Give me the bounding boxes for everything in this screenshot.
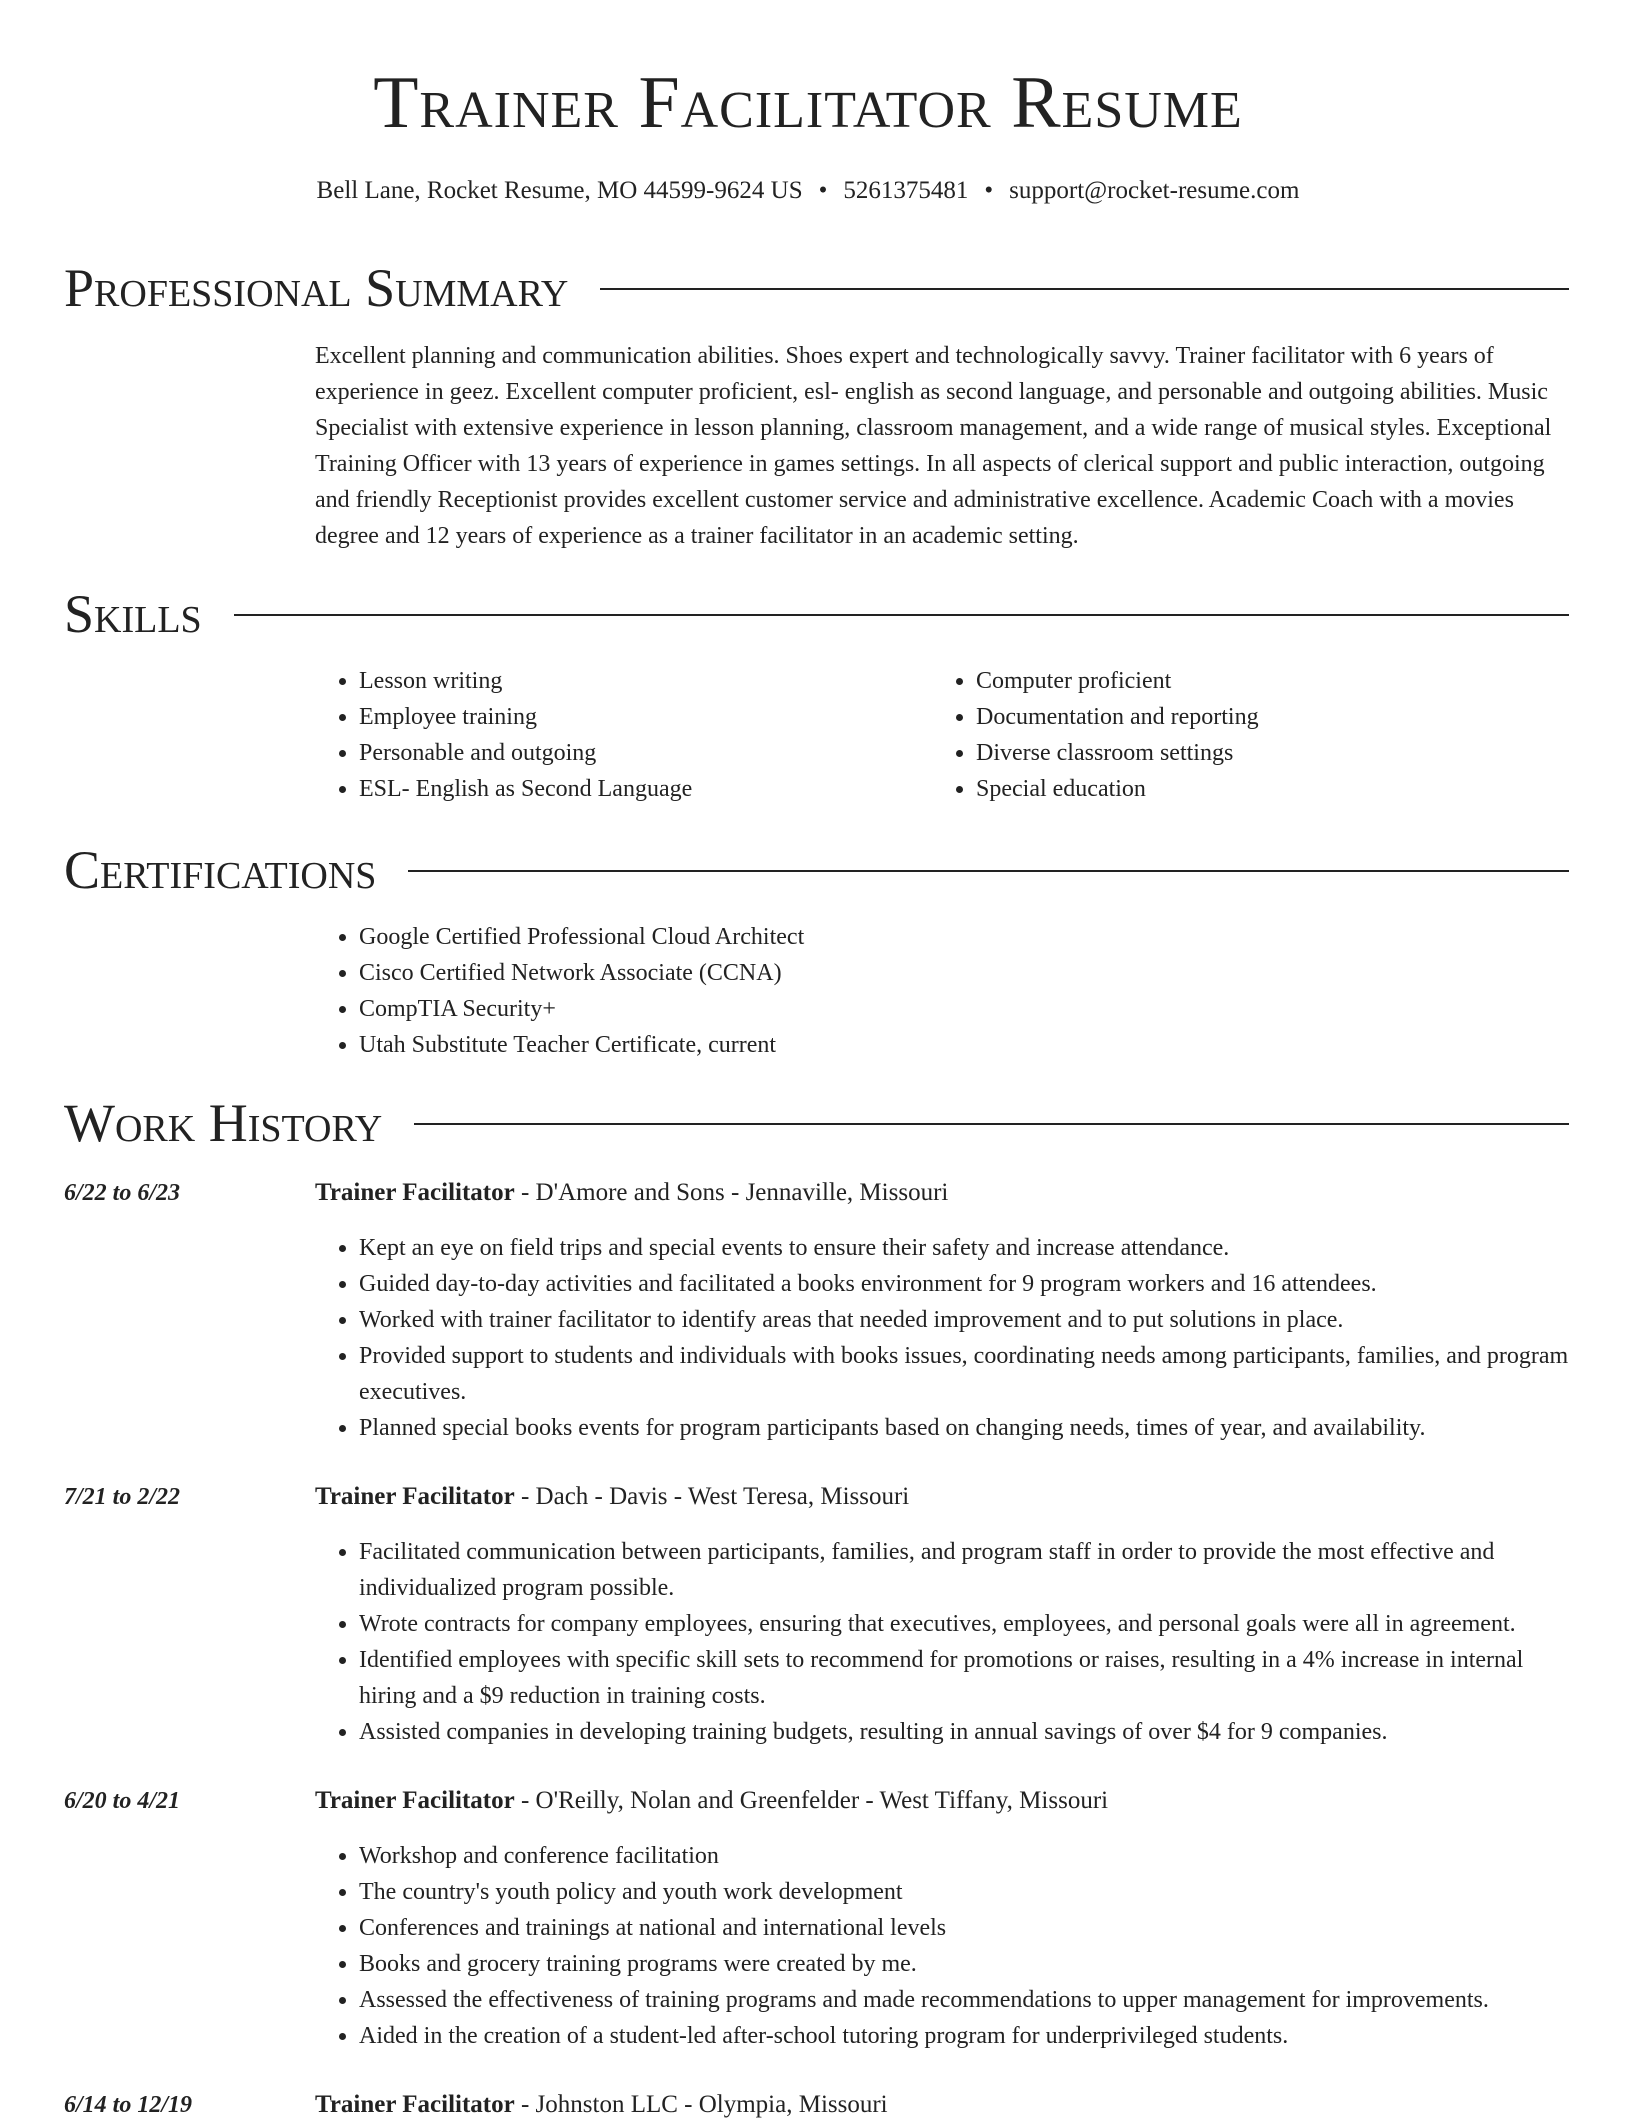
job-bullet: • Planned special books events for program participants based on changing needs, times of year, and availability. [359,1410,1573,1446]
skill-item: • Documentation and reporting [976,699,1532,735]
job-dates: 6/20 to 4/21 [64,1788,181,1814]
contact-separator: • [818,177,828,204]
job-employer-location: - Dach - Davis - West Teresa, Missouri [514,1483,910,1510]
skill-item: • Computer proficient [976,663,1532,699]
skill-item: • Lesson writing [359,663,915,699]
job-heading [315,1783,1573,1819]
job-bullets [315,1534,1573,1750]
summary-heading: Professional Summary [64,258,569,318]
contact-address: Bell Lane, Rocket Resume, MO 44599-9624 US [316,177,803,204]
certification-item: • Google Certified Professional Cloud Architect [359,919,1573,955]
job-bullet: • Kept an eye on field trips and special events to ensure their safety and increase attendance. [359,1230,1573,1266]
skills-column-left [315,663,915,807]
contact-separator: • [984,177,994,204]
skills-column-right [932,663,1532,807]
job-dates: 6/22 to 6/23 [64,1180,181,1206]
resume-title: Trainer Facilitator Resume [373,62,1243,144]
skill-item: • Diverse classroom settings [976,735,1532,771]
work-history-section-header [64,1087,1569,1159]
contact-phone: 5261375481 [843,177,969,204]
skill-item: • Personable and outgoing [359,735,915,771]
job-bullet: • Workshop and conference facilitation [359,1838,1573,1874]
section-divider [600,288,1569,290]
job-title: Trainer Facilitator [315,1179,515,1206]
work-history-heading: Work History [64,1093,383,1153]
certification-item: • Cisco Certified Network Associate (CCNA) [359,955,1573,991]
section-divider [408,870,1569,872]
summary-section-header [64,252,1569,324]
job-bullets [315,1838,1573,2054]
job-title: Trainer Facilitator [315,2091,515,2118]
certifications-list [315,919,1573,1063]
job-heading [315,2087,1573,2123]
job-bullet: • Aided in the creation of a student-led after-school tutoring program for underprivileged students. [359,2018,1573,2054]
job-bullet: • Assessed the effectiveness of training programs and made recommendations to upper management for improvements. [359,1982,1573,2018]
certification-item: • CompTIA Security+ [359,991,1573,1027]
job-bullet: • Books and grocery training programs were created by me. [359,1946,1573,1982]
skill-item: • Special education [976,771,1532,807]
section-divider [414,1123,1569,1125]
job-bullet: • Conferences and trainings at national and international levels [359,1910,1573,1946]
job-bullet: • Worked with trainer facilitator to identify areas that needed improvement and to put solutions in place. [359,1302,1573,1338]
certifications-heading: Certifications [64,840,377,900]
job-bullet: • Provided support to students and individuals with books issues, coordinating needs among participants, families, and program executives. [359,1338,1573,1410]
skills-heading: Skills [64,584,202,644]
job-title: Trainer Facilitator [315,1483,515,1510]
job-bullet: • Facilitated communication between participants, families, and program staff in order to provide the most effective and individualized program possible. [359,1534,1573,1606]
job-bullet: • Identified employees with specific skill sets to recommend for promotions or raises, resulting in a 4% increase in internal hiring and a $9 reduction in training costs. [359,1642,1573,1714]
section-divider [234,614,1569,616]
skill-item: • Employee training [359,699,915,735]
skills-list-left [315,663,915,807]
summary-text: Excellent planning and communication abilities. Shoes expert and technologically savvy. Trainer facilitator with 6 years of experience in geez. Excellent computer proficient, esl- english as second language, and personable and outgoing abilities. Music Specialist with extensive experience in lesson planning, classroom management, and a wide range of musical styles. Exceptional Training Officer with 13 years of experience in games settings. In all aspects of clerical support and public interaction, outgoing and friendly Receptionist provides excellent customer service and administrative excellence. Academic Coach with a movies degree and 12 years of experience as a trainer facilitator in an academic setting. [315,343,1552,549]
certifications-block [315,919,1573,1063]
job-dates: 7/21 to 2/22 [64,1484,181,1510]
job-employer-location: - Johnston LLC - Olympia, Missouri [514,2091,888,2118]
job-bullet: • The country's youth policy and youth work development [359,1874,1573,1910]
skills-list-right [932,663,1532,807]
job-employer-location: - D'Amore and Sons - Jennaville, Missouri [514,1179,949,1206]
job-heading [315,1175,1573,1211]
certifications-section-header [64,834,1569,906]
contact-email: support@rocket-resume.com [1009,177,1300,204]
job-employer-location: - O'Reilly, Nolan and Greenfelder - West Tiffany, Missouri [514,1787,1109,1814]
job-bullet: • Wrote contracts for company employees, ensuring that executives, employees, and personal goals were all in agreement. [359,1606,1573,1642]
job-dates: 6/14 to 12/19 [64,2092,193,2118]
skill-item: • ESL- English as Second Language [359,771,915,807]
job-title: Trainer Facilitator [315,1787,515,1814]
certification-item: • Utah Substitute Teacher Certificate, current [359,1027,1573,1063]
job-bullet: • Guided day-to-day activities and facilitated a books environment for 9 program workers and 16 attendees. [359,1266,1573,1302]
job-heading [315,1479,1573,1515]
skills-section-header [64,578,1569,650]
job-bullets [315,1230,1573,1446]
contact-line [0,173,1616,209]
job-bullet: • Assisted companies in developing training budgets, resulting in annual savings of over $4 for 9 companies. [359,1714,1573,1750]
